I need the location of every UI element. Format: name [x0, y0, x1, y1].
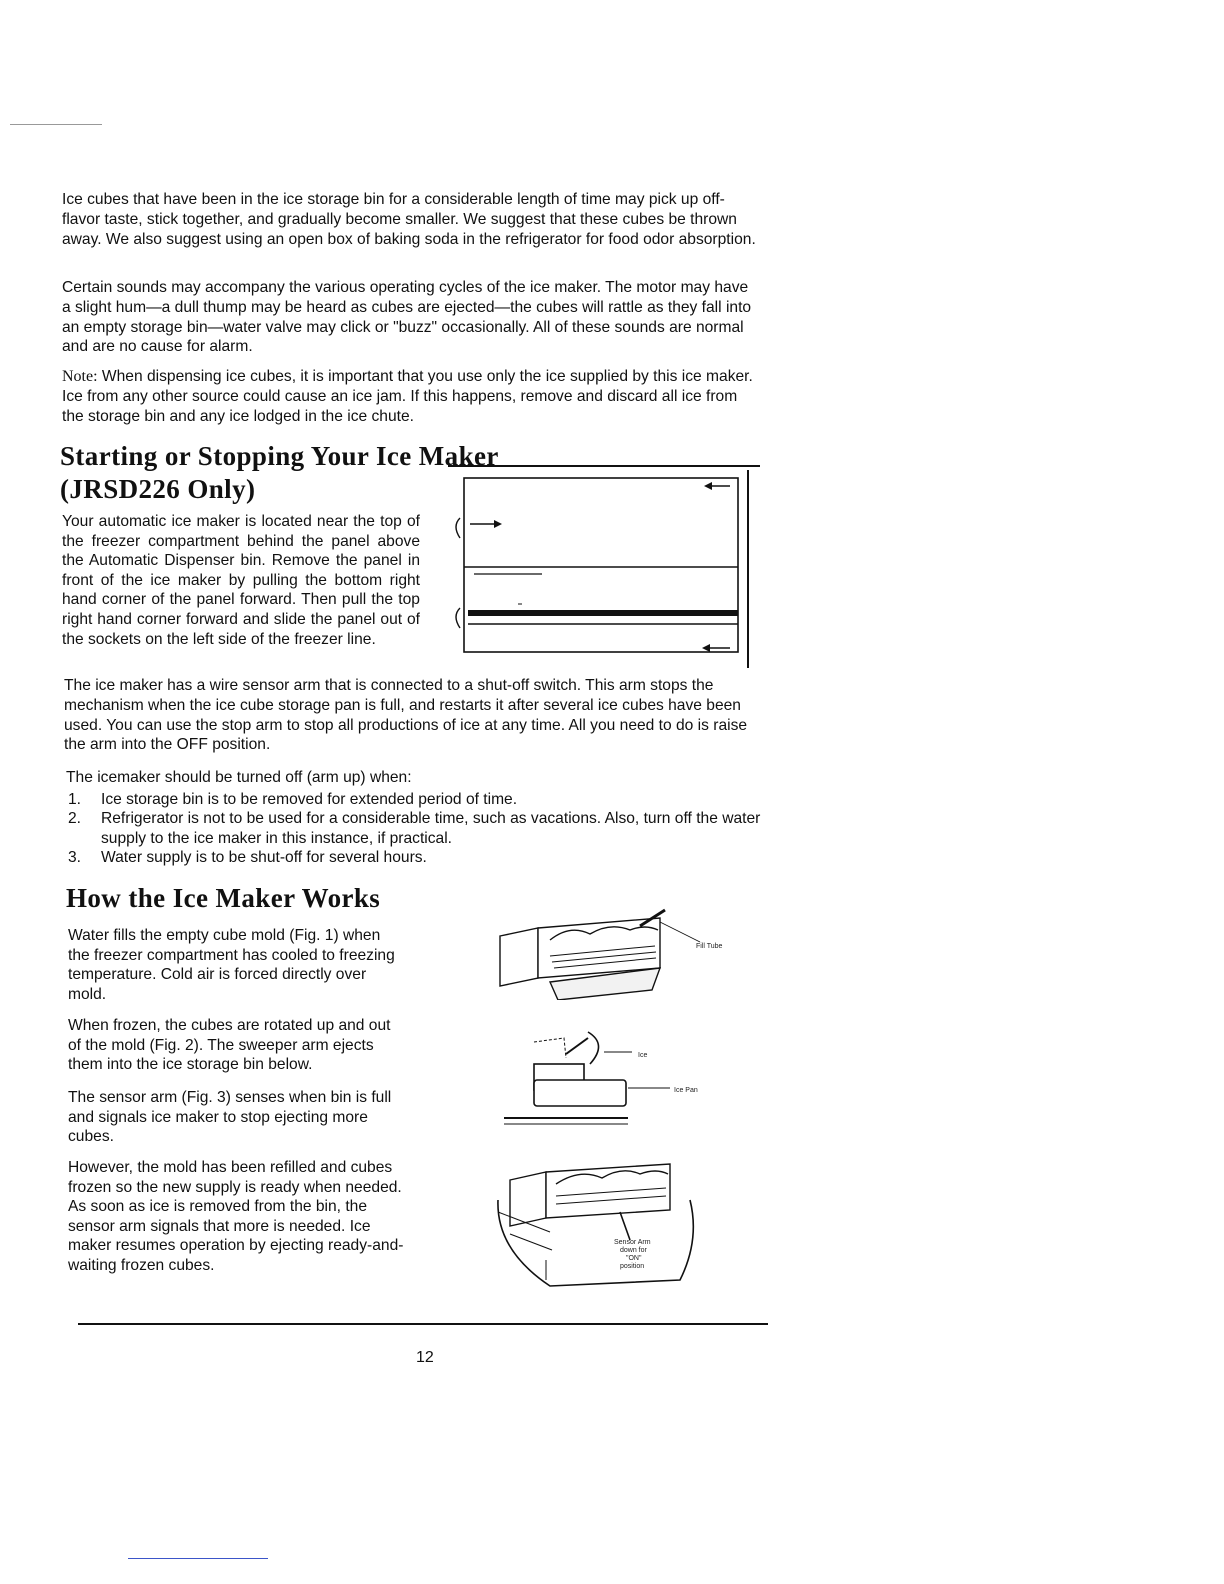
turn-off-intro: The icemaker should be turned off (arm up) when:	[66, 769, 412, 786]
section-heading-how-it-works: How the Ice Maker Works	[66, 883, 381, 913]
note-text: When dispensing ice cubes, it is important that you use only the ice supplied by this ice maker. Ice from any other source could cause an ice jam. If this happens, remove and discard all ice from the storage bin and any ice lodged in the ice chute.	[62, 368, 753, 425]
top-scan-line	[10, 124, 102, 125]
sensor-arm-label-line-2: down for	[620, 1247, 647, 1254]
list-item: 2. Refrigerator is not to be used for a considerable time, such as vacations. Also, turn off the water supply to the ice maker in this instance, if practical.	[68, 810, 761, 847]
note-label: Note:	[62, 368, 98, 385]
figure-3-sensor-arm	[490, 1150, 710, 1296]
heading-line-1: Starting or Stopping Your Ice Maker	[60, 441, 499, 471]
heading-line-2: (JRSD226 Only)	[60, 474, 256, 504]
intro-paragraph-sounds: Certain sounds may accompany the various operating cycles of the ice maker. The motor may have a slight hum—a dull thump may be heard as cubes are ejected—the cubes will rattle as they fall into an empty storage bin—water valve may click or "buzz" occasionally. All of these sounds are normal and are no cause for alarm.	[62, 279, 752, 356]
list-item: 3. Water supply is to be shut-off for several hours.	[68, 849, 427, 867]
turn-off-conditions-list	[66, 790, 762, 868]
ice-label: Ice	[638, 1052, 648, 1059]
how-it-works-paragraph-sensor: The sensor arm (Fig. 3) senses when bin is full and signals ice maker to stop ejecting more cubes.	[68, 1089, 392, 1146]
bottom-link-underline	[128, 1558, 268, 1559]
note-paragraph	[62, 367, 758, 426]
fill-tube-label: Fill Tube	[696, 943, 723, 950]
sensor-arm-label-line-1: Sensor Arm	[614, 1239, 651, 1246]
figure-2-ice-eject	[504, 1024, 724, 1130]
how-it-works-paragraph-eject: When frozen, the cubes are rotated up and out of the mold (Fig. 2). The sweeper arm ejects them into the ice storage bin below.	[68, 1017, 391, 1074]
ice-pan-label: Ice Pan	[674, 1087, 698, 1094]
figure-1-ice-maker-fill	[490, 900, 730, 1000]
freezer-panel-diagram	[448, 462, 764, 670]
how-it-works-paragraph-fill: Water fills the empty cube mold (Fig. 1) when the freezer compartment has cooled to freezing temperature. Cold air is forced directly over mold.	[68, 927, 395, 1003]
page-number: 12	[416, 1349, 434, 1366]
footer-rule	[78, 1323, 768, 1325]
list-item: 1. Ice storage bin is to be removed for extended period of time.	[68, 791, 518, 808]
intro-paragraph-storage: Ice cubes that have been in the ice storage bin for a considerable length of time may pick up off-flavor taste, stick together, and gradually become smaller. We suggest that these cubes be thrown away. We also suggest using an open box of baking soda in the refrigerator for food odor absorption.	[62, 191, 756, 248]
how-it-works-paragraph-refill: However, the mold has been refilled and cubes frozen so the new supply is ready when needed. As soon as ice is removed from the bin, the sensor arm signals that more is needed. Ice maker resumes operation by ejecting ready-and-waiting frozen cubes.	[68, 1159, 404, 1274]
sensor-arm-label-line-4: position	[620, 1263, 645, 1270]
sensor-arm-label-line-3: "ON"	[626, 1255, 642, 1262]
sensor-arm-paragraph: The ice maker has a wire sensor arm that is connected to a shut-off switch. This arm stops the mechanism when the ice cube storage pan is full, and restarts it after several ice cubes have been used. You can use the stop arm to stop all productions of ice at any time. All you need to do is raise the arm into the OFF position.	[64, 677, 748, 754]
ice-maker-location-paragraph: Your automatic ice maker is located near the top of the freezer compartment behind the panel above the Automatic Dispenser bin. Remove the panel in front of the ice maker by pulling the bottom right hand corner of the panel forward. Then pull the top right hand corner forward and slide the panel out of the sockets on the left side of the freezer line.	[62, 513, 420, 648]
